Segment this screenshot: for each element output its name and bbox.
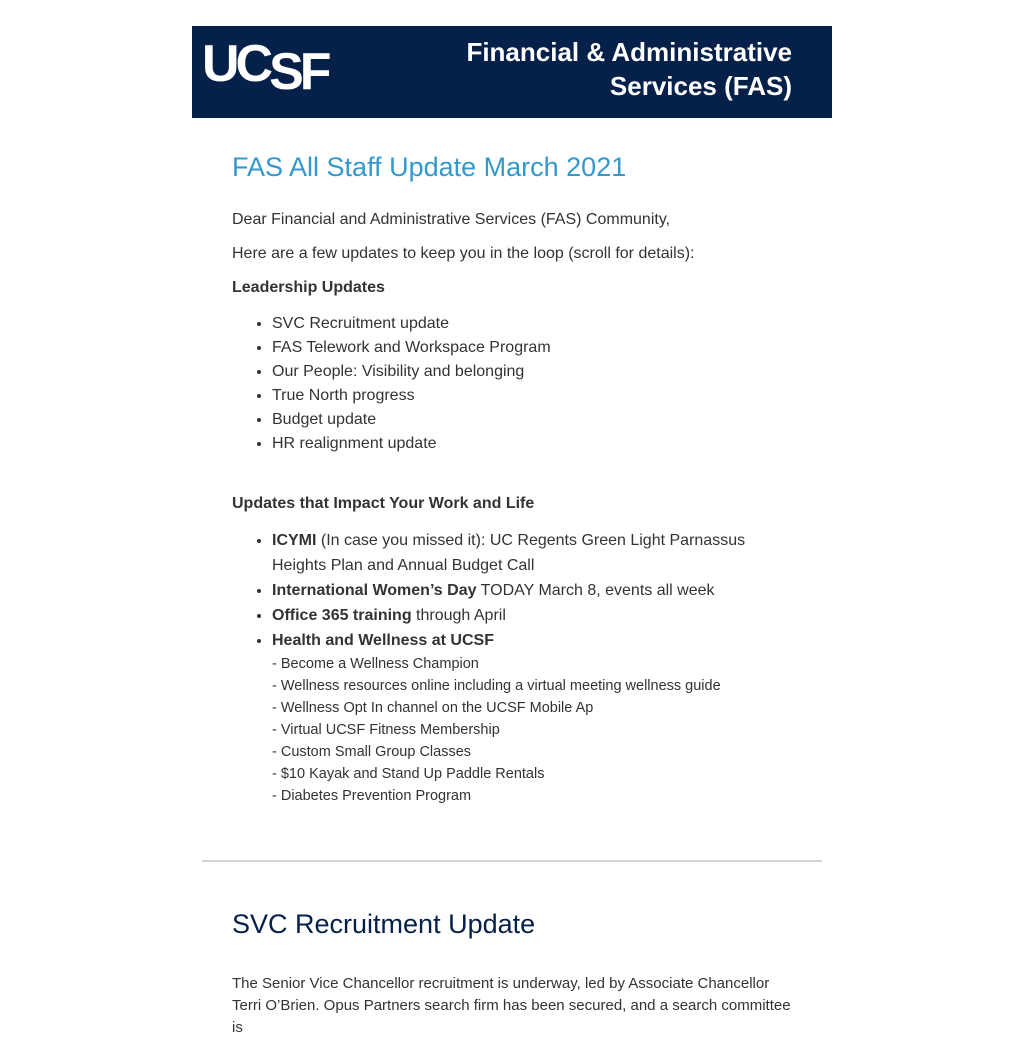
list-item: • HR realignment update bbox=[272, 432, 792, 456]
leadership-heading: Leadership Updates bbox=[232, 279, 385, 296]
email-container bbox=[192, 0, 832, 1039]
newsletter-content bbox=[192, 118, 832, 807]
list-item: • Budget update bbox=[272, 408, 792, 432]
banner-title-line1: Financial & Administrative bbox=[466, 37, 792, 67]
wellness-sublist bbox=[272, 653, 792, 807]
banner-title bbox=[466, 35, 792, 103]
greeting: Dear Financial and Administrative Services (FAS) Community, bbox=[232, 211, 671, 228]
list-item bbox=[272, 603, 792, 628]
wellness-item: - Custom Small Group Classes bbox=[272, 744, 472, 760]
item-bold: Office 365 training bbox=[272, 607, 412, 624]
ucsf-logo bbox=[202, 34, 328, 101]
list-item bbox=[272, 578, 792, 603]
impact-heading: Updates that Impact Your Work and Life bbox=[232, 495, 535, 512]
wellness-item: - $10 Kayak and Stand Up Paddle Rentals bbox=[272, 766, 545, 782]
item-text: (In case you missed it): UC Regents Green Light Parnassus Heights Plan and Annual Budget Call bbox=[272, 532, 746, 574]
list-item bbox=[272, 628, 792, 807]
wellness-item: - Diabetes Prevention Program bbox=[272, 788, 472, 804]
section-divider bbox=[202, 860, 822, 862]
leadership-list bbox=[232, 312, 792, 456]
logo-sf: SF bbox=[269, 43, 328, 101]
banner-title-line2: Services (FAS) bbox=[609, 71, 792, 101]
list-item: • Our People: Visibility and belonging bbox=[272, 360, 792, 384]
svc-section-body: The Senior Vice Chancellor recruitment is underway, led by Associate Chancellor Terri O’Brien. Opus Partners search firm has been secured, and a search committee is bbox=[232, 975, 791, 1036]
item-bold: ICYMI bbox=[272, 532, 317, 549]
item-bold: Health and Wellness at UCSF bbox=[272, 632, 494, 649]
item-text: TODAY March 8, events all week bbox=[476, 582, 715, 599]
wellness-item: - Become a Wellness Champion bbox=[272, 656, 479, 672]
intro-text: Here are a few updates to keep you in the loop (scroll for details): bbox=[232, 245, 695, 262]
item-bold: International Women’s Day bbox=[272, 582, 477, 599]
wellness-item: - Virtual UCSF Fitness Membership bbox=[272, 722, 500, 738]
page-title: FAS All Staff Update March 2021 bbox=[232, 152, 627, 182]
list-item: • True North progress bbox=[272, 384, 792, 408]
item-text: through April bbox=[411, 607, 506, 624]
impact-list bbox=[232, 528, 792, 807]
header-banner bbox=[192, 26, 832, 118]
list-item bbox=[272, 528, 792, 578]
wellness-item: - Wellness resources online including a virtual meeting wellness guide bbox=[272, 678, 721, 694]
list-item: • SVC Recruitment update bbox=[272, 312, 792, 336]
svc-section-title: SVC Recruitment Update bbox=[232, 909, 536, 939]
logo-uc: UC bbox=[202, 35, 270, 93]
list-item: • FAS Telework and Workspace Program bbox=[272, 336, 792, 360]
wellness-item: - Wellness Opt In channel on the UCSF Mobile Ap bbox=[272, 700, 594, 716]
